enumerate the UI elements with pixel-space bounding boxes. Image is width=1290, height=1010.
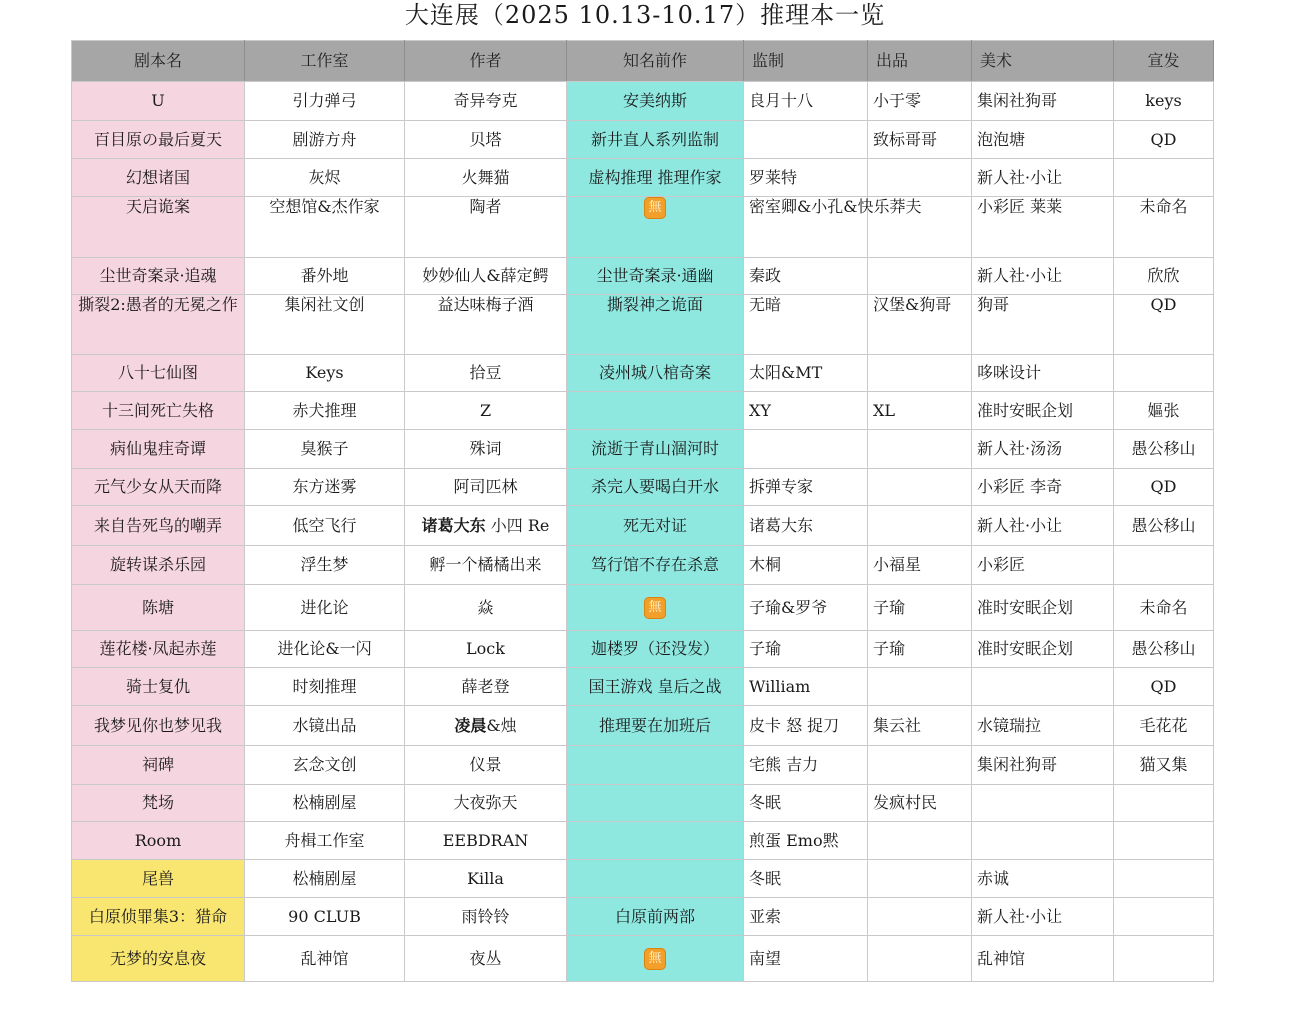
cell-producer: 汉堡&狗哥 <box>868 295 972 355</box>
cell-name: U <box>72 82 245 121</box>
cell-studio: 乱神馆 <box>245 936 405 982</box>
cell-promo <box>1114 546 1214 585</box>
cell-prev: 白原前两部 <box>567 898 744 936</box>
cell-supervisor: 子瑜&罗爷 <box>744 585 868 631</box>
header-name: 剧本名 <box>72 41 245 82</box>
cell-prev <box>567 585 744 631</box>
cell-promo <box>1114 355 1214 392</box>
cell-promo: 未命名 <box>1114 197 1214 258</box>
cell-author: 仪景 <box>405 746 567 785</box>
cell-promo: QD <box>1114 295 1214 355</box>
cell-prev <box>567 746 744 785</box>
cell-prev: 推理要在加班后 <box>567 706 744 746</box>
cell-prev: 安美纳斯 <box>567 82 744 121</box>
cell-prev: 撕裂神之诡面 <box>567 295 744 355</box>
cell-producer <box>868 355 972 392</box>
cell-author: 薛老登 <box>405 668 567 706</box>
cell-studio: 低空飞行 <box>245 506 405 546</box>
cell-author: 孵一个橘橘出来 <box>405 546 567 585</box>
header-supervisor: 监制 <box>744 41 868 82</box>
cell-author: 大夜弥天 <box>405 785 567 822</box>
header-studio: 工作室 <box>245 41 405 82</box>
cell-art: 新人社·小让 <box>972 898 1114 936</box>
table-row <box>72 822 1214 860</box>
cell-promo: 嫗张 <box>1114 392 1214 430</box>
cell-name: 病仙鬼疰奇谭 <box>72 430 245 469</box>
cell-art: 新人社·小让 <box>972 506 1114 546</box>
cell-producer <box>868 822 972 860</box>
script-table <box>71 40 1214 982</box>
cell-art <box>972 668 1114 706</box>
table-row <box>72 121 1214 159</box>
cell-supervisor: 诸葛大东 <box>744 506 868 546</box>
table-row <box>72 197 1214 258</box>
cell-author: 火舞猫 <box>405 159 567 197</box>
cell-name: Room <box>72 822 245 860</box>
cell-art <box>972 785 1114 822</box>
cell-author: 夜丛 <box>405 936 567 982</box>
cell-name: 撕裂2:愚者的无冕之作 <box>72 295 245 355</box>
cell-name: 百目原の最后夏天 <box>72 121 245 159</box>
cell-author: 妙妙仙人&薛定鳄 <box>405 258 567 295</box>
cell-prev <box>567 936 744 982</box>
cell-producer: 发疯村民 <box>868 785 972 822</box>
cell-author: 益达味梅子酒 <box>405 295 567 355</box>
cell-promo <box>1114 898 1214 936</box>
cell-art: 狗哥 <box>972 295 1114 355</box>
cell-author: 贝塔 <box>405 121 567 159</box>
cell-studio: 剧游方舟 <box>245 121 405 159</box>
cell-name: 来自告死鸟的嘲弄 <box>72 506 245 546</box>
table-row <box>72 631 1214 668</box>
cell-name: 陈塘 <box>72 585 245 631</box>
page-title: 大连展（2025 10.13-10.17）推理本一览 <box>404 1 886 29</box>
cell-art: 新人社·汤汤 <box>972 430 1114 469</box>
cell-studio: 集闲社文创 <box>245 295 405 355</box>
cell-name: 十三间死亡失格 <box>72 392 245 430</box>
none-icon: 無 <box>644 197 666 219</box>
author-secondary: 小四 Re <box>485 515 550 535</box>
cell-author: 拾豆 <box>405 355 567 392</box>
author-primary: 凌晨 <box>454 715 487 735</box>
cell-art: 小彩匠 <box>972 546 1114 585</box>
cell-prev <box>567 197 744 258</box>
cell-art: 新人社·小让 <box>972 258 1114 295</box>
cell-art <box>972 822 1114 860</box>
cell-producer <box>868 668 972 706</box>
cell-name: 幻想诸国 <box>72 159 245 197</box>
cell-producer: 致标哥哥 <box>868 121 972 159</box>
cell-author: 陶者 <box>405 197 567 258</box>
cell-supervisor: William <box>744 668 868 706</box>
table-row <box>72 392 1214 430</box>
cell-studio: 空想馆&杰作家 <box>245 197 405 258</box>
cell-supervisor: 罗莱特 <box>744 159 868 197</box>
cell-prev: 死无对证 <box>567 506 744 546</box>
cell-art: 小彩匠 莱莱 <box>972 197 1114 258</box>
cell-author: Killa <box>405 860 567 898</box>
cell-art: 赤诚 <box>972 860 1114 898</box>
cell-author: 雨铃铃 <box>405 898 567 936</box>
cell-studio: 松楠剧屋 <box>245 785 405 822</box>
cell-author: 焱 <box>405 585 567 631</box>
cell-prev <box>567 860 744 898</box>
header-prev: 知名前作 <box>567 41 744 82</box>
cell-producer <box>868 430 972 469</box>
cell-producer <box>868 506 972 546</box>
table-row <box>72 159 1214 197</box>
cell-supervisor: 太阳&MT <box>744 355 868 392</box>
table-row <box>72 898 1214 936</box>
cell-studio: 时刻推理 <box>245 668 405 706</box>
table-row <box>72 295 1214 355</box>
cell-supervisor <box>744 430 868 469</box>
cell-studio: 松楠剧屋 <box>245 860 405 898</box>
cell-studio: 赤犬推理 <box>245 392 405 430</box>
none-icon: 無 <box>644 597 666 619</box>
table-row <box>72 585 1214 631</box>
table-row <box>72 546 1214 585</box>
author-primary: 诸葛大东 <box>421 515 486 535</box>
cell-name: 旋转谋杀乐园 <box>72 546 245 585</box>
cell-name: 无梦的安息夜 <box>72 936 245 982</box>
cell-producer <box>868 159 972 197</box>
cell-studio: 引力弹弓 <box>245 82 405 121</box>
cell-studio: 进化论&一闪 <box>245 631 405 668</box>
cell-promo: 未命名 <box>1114 585 1214 631</box>
table-row <box>72 706 1214 746</box>
cell-author: EEBDRAN <box>405 822 567 860</box>
cell-art: 小彩匠 李奇 <box>972 469 1114 506</box>
cell-prev: 尘世奇案录·通幽 <box>567 258 744 295</box>
table-row <box>72 258 1214 295</box>
cell-producer <box>868 746 972 785</box>
cell-supervisor: 皮卡 怒 捉刀 <box>744 706 868 746</box>
cell-studio: 浮生梦 <box>245 546 405 585</box>
cell-promo <box>1114 936 1214 982</box>
cell-name: 白原侦罪集3：猎命 <box>72 898 245 936</box>
cell-prev <box>567 822 744 860</box>
cell-prev <box>567 392 744 430</box>
cell-name: 莲花楼·凤起赤莲 <box>72 631 245 668</box>
cell-promo: 毛花花 <box>1114 706 1214 746</box>
cell-supervisor: 良月十八 <box>744 82 868 121</box>
cell-studio: 玄念文创 <box>245 746 405 785</box>
table-row <box>72 430 1214 469</box>
cell-art: 准时安眠企划 <box>972 392 1114 430</box>
cell-studio: Keys <box>245 355 405 392</box>
header-promo: 宣发 <box>1114 41 1214 82</box>
header-art: 美术 <box>972 41 1114 82</box>
cell-supervisor: 南望 <box>744 936 868 982</box>
author-secondary: &烛 <box>486 715 517 735</box>
cell-producer <box>868 898 972 936</box>
table-row <box>72 860 1214 898</box>
cell-supervisor: 煎蛋 Emo黙 <box>744 822 868 860</box>
table-row <box>72 936 1214 982</box>
cell-supervisor: 子瑜 <box>744 631 868 668</box>
cell-promo <box>1114 860 1214 898</box>
cell-prev: 笃行馆不存在杀意 <box>567 546 744 585</box>
cell-producer <box>868 258 972 295</box>
cell-producer: 小于零 <box>868 82 972 121</box>
header-producer: 出品 <box>868 41 972 82</box>
table-row <box>72 746 1214 785</box>
cell-producer <box>868 469 972 506</box>
table-row <box>72 785 1214 822</box>
cell-supervisor: 冬眠 <box>744 860 868 898</box>
cell-promo <box>1114 159 1214 197</box>
cell-studio: 90 CLUB <box>245 898 405 936</box>
table-row <box>72 469 1214 506</box>
cell-name: 梵场 <box>72 785 245 822</box>
cell-name: 天启诡案 <box>72 197 245 258</box>
cell-producer: 子瑜 <box>868 585 972 631</box>
cell-art: 乱神馆 <box>972 936 1114 982</box>
cell-name: 祠碑 <box>72 746 245 785</box>
cell-supervisor: 密室卿&小孔&快乐莽夫 <box>744 197 868 258</box>
cell-author: 奇异夸克 <box>405 82 567 121</box>
cell-studio: 臭猴子 <box>245 430 405 469</box>
cell-prev: 凌州城八棺奇案 <box>567 355 744 392</box>
cell-author: Lock <box>405 631 567 668</box>
cell-art: 哆咪设计 <box>972 355 1114 392</box>
cell-prev <box>567 785 744 822</box>
cell-promo: QD <box>1114 469 1214 506</box>
cell-prev: 迦楼罗（还没发） <box>567 631 744 668</box>
cell-name: 元气少女从天而降 <box>72 469 245 506</box>
cell-producer: XL <box>868 392 972 430</box>
cell-supervisor: 木桐 <box>744 546 868 585</box>
cell-name: 尘世奇案录·追魂 <box>72 258 245 295</box>
cell-promo: 猫又集 <box>1114 746 1214 785</box>
cell-prev: 流逝于青山涸河时 <box>567 430 744 469</box>
cell-name: 尾兽 <box>72 860 245 898</box>
cell-supervisor: XY <box>744 392 868 430</box>
cell-prev: 杀完人要喝白开水 <box>567 469 744 506</box>
cell-studio: 水镜出品 <box>245 706 405 746</box>
cell-art: 泡泡塘 <box>972 121 1114 159</box>
header-author: 作者 <box>405 41 567 82</box>
table-row <box>72 506 1214 546</box>
cell-author <box>405 506 567 546</box>
table-row <box>72 668 1214 706</box>
cell-promo: QD <box>1114 668 1214 706</box>
cell-supervisor: 拆弹专家 <box>744 469 868 506</box>
cell-supervisor: 秦政 <box>744 258 868 295</box>
cell-author: Z <box>405 392 567 430</box>
cell-supervisor: 宅熊 吉力 <box>744 746 868 785</box>
cell-promo: 愚公移山 <box>1114 430 1214 469</box>
cell-promo: keys <box>1114 82 1214 121</box>
cell-prev: 国王游戏 皇后之战 <box>567 668 744 706</box>
cell-studio: 灰烬 <box>245 159 405 197</box>
cell-supervisor: 冬眠 <box>744 785 868 822</box>
cell-promo: 欣欣 <box>1114 258 1214 295</box>
cell-supervisor: 亚索 <box>744 898 868 936</box>
table-body <box>72 82 1214 982</box>
cell-art: 准时安眠企划 <box>972 585 1114 631</box>
cell-supervisor: 无暗 <box>744 295 868 355</box>
cell-prev: 虚构推理 推理作家 <box>567 159 744 197</box>
cell-producer: 子瑜 <box>868 631 972 668</box>
cell-producer <box>868 860 972 898</box>
cell-art: 新人社·小让 <box>972 159 1114 197</box>
cell-promo: 愚公移山 <box>1114 631 1214 668</box>
cell-producer <box>868 936 972 982</box>
cell-name: 我梦见你也梦见我 <box>72 706 245 746</box>
cell-author <box>405 706 567 746</box>
cell-author: 殊词 <box>405 430 567 469</box>
cell-art: 集闲社狗哥 <box>972 746 1114 785</box>
header-row <box>72 41 1214 82</box>
cell-promo <box>1114 785 1214 822</box>
cell-supervisor <box>744 121 868 159</box>
cell-name: 八十七仙图 <box>72 355 245 392</box>
cell-art: 准时安眠企划 <box>972 631 1114 668</box>
cell-prev: 新井直人系列监制 <box>567 121 744 159</box>
cell-studio: 东方迷雾 <box>245 469 405 506</box>
none-icon: 無 <box>644 948 666 970</box>
table-row <box>72 355 1214 392</box>
cell-promo <box>1114 822 1214 860</box>
cell-art: 集闲社狗哥 <box>972 82 1114 121</box>
cell-art: 水镜瑞拉 <box>972 706 1114 746</box>
cell-name: 骑士复仇 <box>72 668 245 706</box>
cell-studio: 舟楫工作室 <box>245 822 405 860</box>
cell-producer: 小福星 <box>868 546 972 585</box>
cell-producer: 集云社 <box>868 706 972 746</box>
cell-studio: 番外地 <box>245 258 405 295</box>
cell-promo: 愚公移山 <box>1114 506 1214 546</box>
cell-studio: 进化论 <box>245 585 405 631</box>
cell-author: 阿司匹林 <box>405 469 567 506</box>
table-row <box>72 82 1214 121</box>
cell-promo: QD <box>1114 121 1214 159</box>
